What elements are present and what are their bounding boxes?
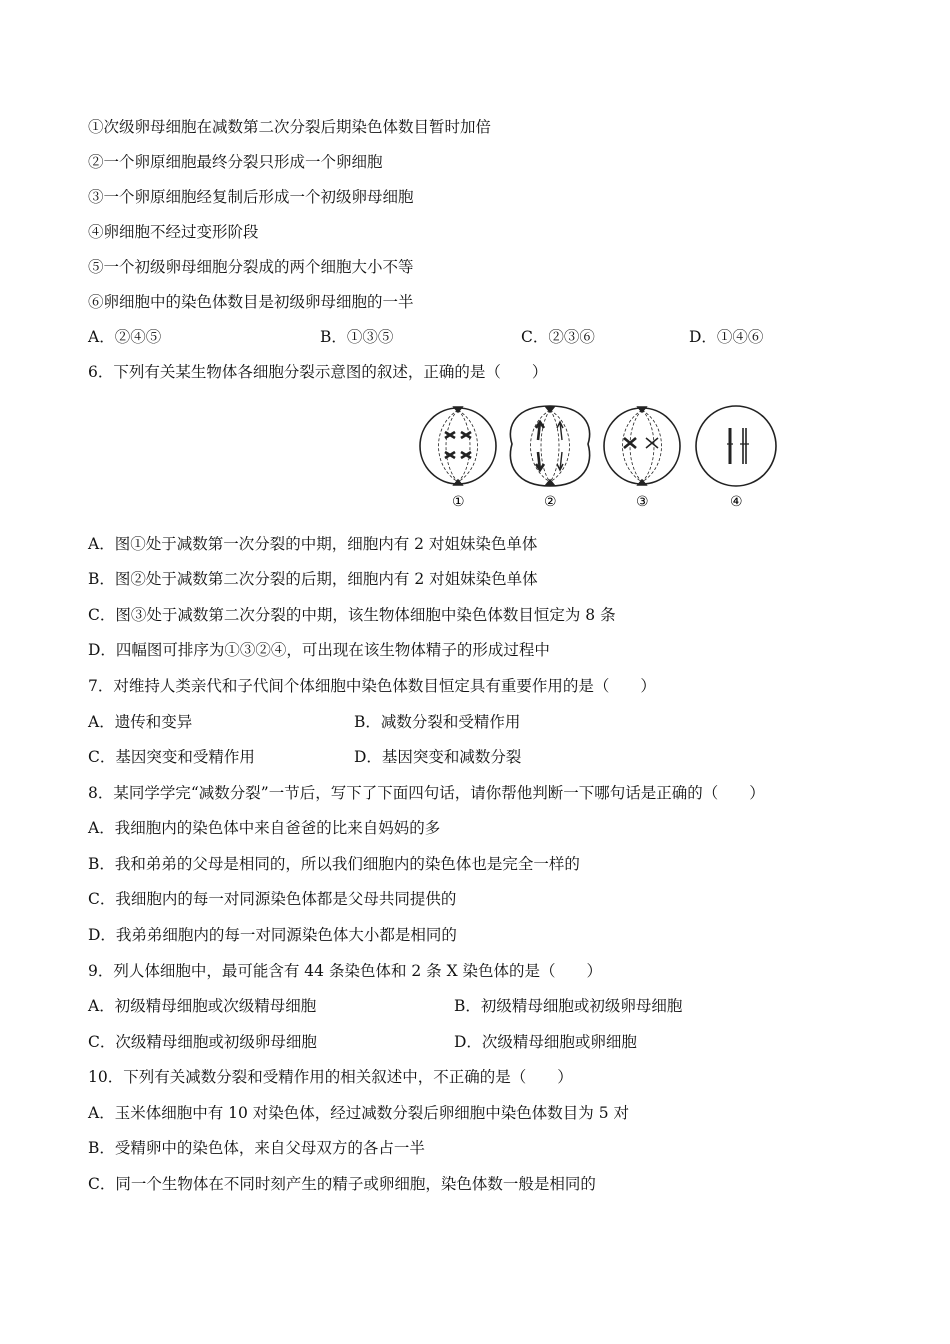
cell-2-drawing [510,406,589,486]
q5-option-c: C．②③⑥ [521,328,595,346]
q6-option-a: A．图①处于减数第一次分裂的中期，细胞内有 2 对姐妹染色单体 [88,535,538,553]
q9-option-d: D．次级精母细胞或卵细胞 [454,1033,637,1051]
q5-statement-4: ④卵细胞不经过变形阶段 [88,223,259,241]
q7-option-b: B．减数分裂和受精作用 [354,713,521,731]
q8-option-a: A．我细胞内的染色体中来自爸爸的比来自妈妈的多 [88,819,441,837]
q5-statement-3: ③一个卵原细胞经复制后形成一个初级卵母细胞 [88,188,414,206]
cell-3-drawing [604,407,680,485]
figure-label-2: ② [544,494,557,510]
q7-option-a: A．遗传和变异 [88,713,193,731]
q7-option-d: D．基因突变和减数分裂 [354,748,522,766]
q7-option-c: C．基因突变和受精作用 [88,748,255,766]
q5-statement-5: ⑤一个初级卵母细胞分裂成的两个细胞大小不等 [88,258,414,276]
figure-label-4: ④ [730,494,743,510]
q5-statement-6: ⑥卵细胞中的染色体数目是初级卵母细胞的一半 [88,293,414,311]
q9-option-c: C．次级精母细胞或初级卵母细胞 [88,1033,317,1051]
q10-option-a: A．玉米体细胞中有 10 对染色体，经过减数分裂后卵细胞中染色体数目为 5 对 [88,1104,629,1122]
figure-label-3: ③ [636,494,649,510]
q7-stem: 7．对维持人类亲代和子代间个体细胞中染色体数目恒定具有重要作用的是（ ） [88,677,656,695]
figure-label-1: ① [452,494,465,510]
q10-option-c: C．同一个生物体在不同时刻产生的精子或卵细胞，染色体数一般是相同的 [88,1175,596,1193]
q9-option-a: A．初级精母细胞或次级精母细胞 [88,997,317,1015]
q6-option-b: B．图②处于减数第二次分裂的后期，细胞内有 2 对姐妹染色单体 [88,570,538,588]
q6-stem: 6．下列有关某生物体各细胞分裂示意图的叙述，正确的是（ ） [88,363,548,381]
q5-option-b: B．①③⑤ [320,328,394,346]
q5-statement-1: ①次级卵母细胞在减数第二次分裂后期染色体数目暂时加倍 [88,118,492,136]
q9-stem: 9．列人体细胞中，最可能含有 44 条染色体和 2 条 X 染色体的是（ ） [88,962,603,980]
q6-option-d: D．四幅图可排序为①③②④，可出现在该生物体精子的形成过程中 [88,641,550,659]
q6-option-c: C．图③处于减数第二次分裂的中期，该生物体细胞中染色体数目恒定为 8 条 [88,606,616,624]
q10-stem: 10．下列有关减数分裂和受精作用的相关叙述中，不正确的是（ ） [88,1068,573,1086]
cell-4-drawing [696,406,776,486]
q8-option-c: C．我细胞内的每一对同源染色体都是父母共同提供的 [88,890,457,908]
q5-option-a: A．②④⑤ [88,328,162,346]
cell-division-figure [418,396,786,514]
q5-statement-2: ②一个卵原细胞最终分裂只形成一个卵细胞 [88,153,383,171]
q5-option-d: D．①④⑥ [689,328,764,346]
q8-option-d: D．我弟弟细胞内的每一对同源染色体大小都是相同的 [88,926,457,944]
q10-option-b: B．受精卵中的染色体，来自父母双方的各占一半 [88,1139,425,1157]
cell-1-drawing [420,407,496,485]
q8-option-b: B．我和弟弟的父母是相同的，所以我们细胞内的染色体也是完全一样的 [88,855,580,873]
q8-stem: 8．某同学学完“减数分裂”一节后，写下了下面四句话，请你帮他判断一下哪句话是正确的（ ） [88,784,765,802]
q9-option-b: B．初级精母细胞或初级卵母细胞 [454,997,683,1015]
